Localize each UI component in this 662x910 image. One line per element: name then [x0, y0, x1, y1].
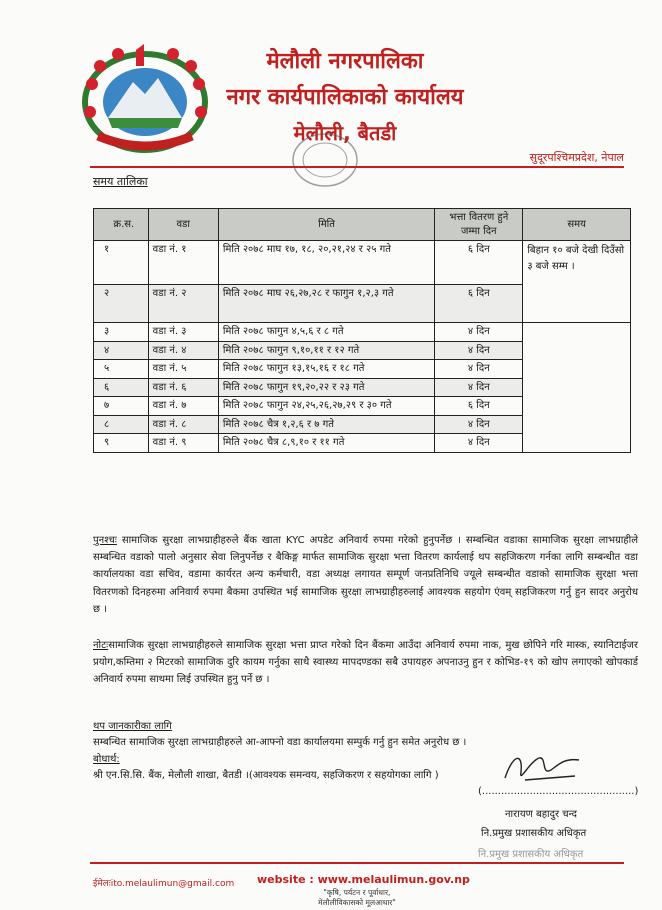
cell-ward: वडा नं. २ [148, 285, 218, 323]
cell-ward: वडा नं. १ [148, 241, 218, 285]
cell-time: बिहान १० बजे देखी दिउँसो ३ बजे सम्म । [523, 241, 631, 323]
footer-divider [90, 862, 624, 864]
cell-time-empty [523, 323, 631, 453]
cell-days: ४ दिन [435, 360, 523, 379]
signatory-title: नि.प्रमुख प्रशासकीय अधिकृत [481, 828, 587, 839]
cell-days: ४ दिन [435, 415, 523, 434]
cell-days: ४ दिन [435, 378, 523, 397]
cell-date: मिति २०७८ फागुन ९,१०,११ र १२ गते [218, 341, 434, 360]
office-stamp-icon [290, 130, 360, 190]
cell-sn: ६ [94, 378, 149, 397]
cc-text: श्री एन.सि.सि. बैंक, मेलौली शाखा, बैतडी ।(आवश्यक समन्वय, सहजिकरण र सहयोगका लागि ) [93, 770, 439, 781]
cell-sn: ४ [94, 341, 149, 360]
cell-date: मिति २०७८ फागुन १३,१५,१६ र १८ गते [218, 360, 434, 379]
cell-date: मिति २०७८ माघ २६,२७,२८ र फागुन १,२,३ गते [218, 285, 434, 323]
header-days: भत्ता वितरण हुने जम्मा दिन [435, 209, 523, 241]
footer-website: website : www.melaulimun.gov.np [257, 873, 470, 886]
cell-days: ६ दिन [435, 397, 523, 416]
header-divider [90, 166, 624, 168]
province-label: सुदूरपश्चिमप्रदेश, नेपाल [529, 151, 624, 164]
signature-line: (................................................) [478, 786, 639, 797]
office-name-line3: मेलौली, बैतडी [293, 121, 397, 145]
cell-ward: वडा नं. ६ [148, 378, 218, 397]
cell-date: मिति २०७८ फागुन २४,२५,२६,२७,२९ र ३० गते [218, 397, 434, 416]
footer-slogan [318, 888, 396, 908]
header-ward: वडा [148, 209, 218, 241]
section-title: समय तालिका [93, 175, 148, 188]
header-date: मिति [218, 209, 434, 241]
cell-sn: ५ [94, 360, 149, 379]
cell-ward: वडा नं. ९ [148, 434, 218, 453]
note-label: नोटः [93, 640, 109, 651]
cell-days: ४ दिन [435, 323, 523, 342]
cell-ward: वडा नं. ४ [148, 341, 218, 360]
table-row [94, 241, 631, 285]
cell-sn: ९ [94, 434, 149, 453]
cell-days: ४ दिन [435, 434, 523, 453]
note-text: सामाजिक सुरक्षा लाभग्राहीहरुले सामाजिक सुरक्षा भत्ता प्राप्त गरेको दिन बैंकमा आउँदा अनिवार्य रुपमा नाक, मुख छोपिने गरि मास्क, स्यानिटाईजर प्रयोग,कम्तिमा २ मिटरको सामाजिक दुरि कायम गर्नुका साथै स्वास्थ्य मापदण्डका सबै उपायहरु अपनाउनु हुन र कोभिड-१९ को खोप लगाएको खोपकार्ड अनिवार्य रुपमा साथमा लिई उपस्थित हुनु पर्ने छ । [93, 640, 638, 686]
header-sn: क्र.स. [94, 209, 149, 241]
municipality-emblem-icon [78, 44, 213, 154]
reminder-paragraph [93, 532, 638, 618]
reminder-text: सामाजिक सुरक्षा लाभग्राहीहरुले बैंक खाता KYC अपडेट अनिवार्य रुपमा गरेको हुनुपर्नेछ । सम्बन्धित वडाका सामाजिक सुरक्षा लाभग्राहीले सम्बन्धित वडाको पालो अनुसार सेवा लिनुपर्नेछ र बैकिङ्ग मार्फत सामाजिक सुरक्षा भत्ता वितरण कार्यलाई थप सहजिकरण गर्नका लागि सम्बन्धीत वडा कार्यालयका वडा सचिव, वडामा कार्यरत अन्य कर्मचारी, वडा अध्यक्ष लगायत सम्पूर्ण जनप्रतिनिधि ज्यूले सम्बन्धीत वडाको सामाजिक सुरक्षा भत्ता वितरणको दिनहरुमा अनिवार्य रुपमा बैकमा उपस्थित भई सामाजिक सुरक्षा लाभग्राहीहरुलाई आवश्यक सहयोग एंवम् सहजिकरण गर्नु हुन सादर अनुरोध छ । [93, 535, 638, 615]
cell-sn: ७ [94, 397, 149, 416]
cell-date: मिति २०७८ माघ १७, १८, २०,२१,२४ र २५ गते [218, 241, 434, 285]
cell-date: मिति २०७८ चैत्र ८,९,१० र ११ गते [218, 434, 434, 453]
footer-email: ईमेलःito.melaulimun@gmail.com [93, 879, 235, 889]
table-row [94, 323, 631, 342]
cell-ward: वडा नं. ७ [148, 397, 218, 416]
info-text: सम्बन्धित सामाजिक सुरक्षा लाभग्राहीहरुले आ-आफ्नो वडा कार्यालयमा सम्पुर्क गर्नु हुन समेत अनुरोध छ । [93, 737, 467, 748]
header-time: समय [523, 209, 631, 241]
footer-slogan-line2: मेलौलीविकासको मूलआधार" [318, 897, 396, 907]
cell-ward: वडा नं. ५ [148, 360, 218, 379]
cell-sn: ३ [94, 323, 149, 342]
info-label: थप जानकारीका लागि [93, 721, 172, 732]
office-name-line1: मेलौली नगरपालिका [266, 49, 424, 74]
signature-icon [495, 748, 585, 788]
cell-days: ६ दिन [435, 241, 523, 285]
reminder-label: पुनश्चः [93, 535, 117, 546]
table-header-row [94, 209, 631, 241]
cell-days: ४ दिन [435, 341, 523, 360]
cell-date: मिति २०७८ फागुन १९,२०,२२ र २३ गते [218, 378, 434, 397]
cell-ward: वडा नं. ३ [148, 323, 218, 342]
signatory-name: नारायण बहादुर चन्द [505, 809, 577, 820]
cell-sn: १ [94, 241, 149, 285]
cell-date: मिति २०७८ चैत्र १,२,६ र ७ गते [218, 415, 434, 434]
cell-days: ६ दिन [435, 285, 523, 323]
signatory-stamp: नि.प्रमुख प्रशासकीय अधिकृत [478, 849, 584, 860]
cell-ward: वडा नं. ८ [148, 415, 218, 434]
cell-date: मिति २०७८ फागुन ४,५,६ र ८ गते [218, 323, 434, 342]
note-paragraph [93, 637, 638, 689]
footer-slogan-line1: "कृषि, पर्यटन र पूर्वाधार, [323, 888, 391, 897]
cc-label: बोधार्थ: [93, 754, 120, 765]
office-name-line2: नगर कार्यपालिकाको कार्यालय [226, 85, 464, 110]
cell-sn: २ [94, 285, 149, 323]
schedule-table [93, 208, 631, 453]
cell-sn: ८ [94, 415, 149, 434]
